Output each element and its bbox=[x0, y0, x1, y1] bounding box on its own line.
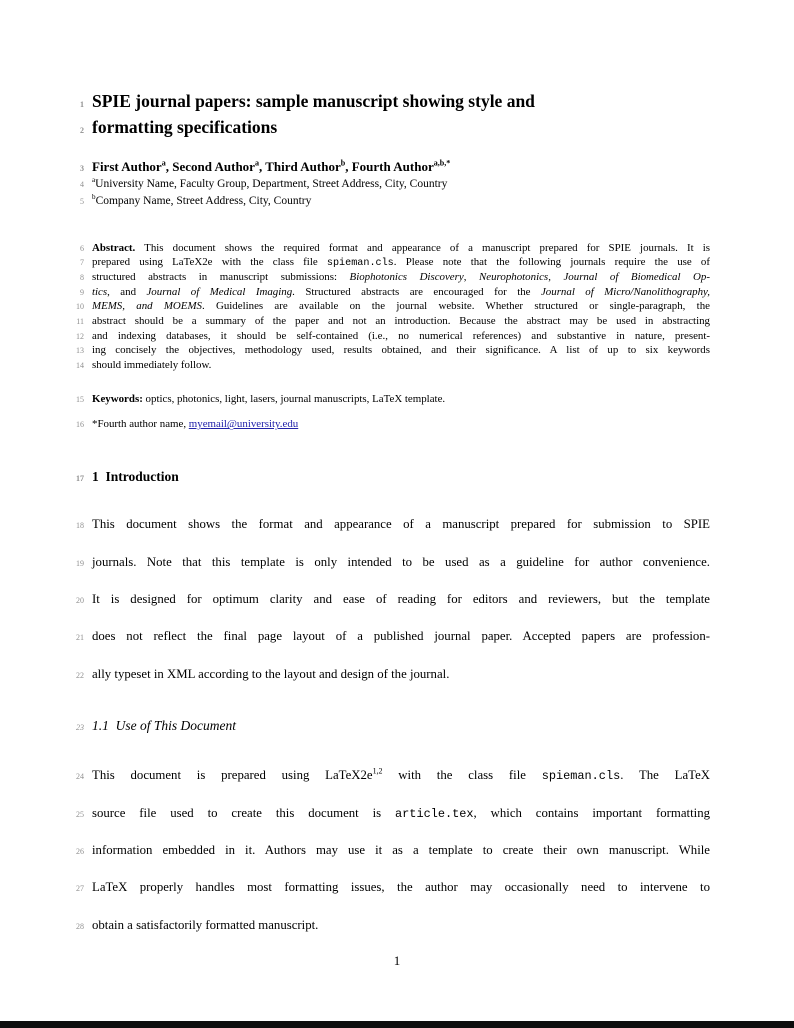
line-number: 16 bbox=[76, 420, 84, 430]
text-segment: optics, photonics, light, lasers, journal manuscripts, LaTeX template. bbox=[142, 392, 446, 405]
line-text bbox=[92, 241, 710, 256]
line-number: 23 bbox=[76, 723, 84, 733]
text-segment: a bbox=[254, 158, 259, 168]
line-number: 26 bbox=[76, 846, 84, 856]
text-segment: , bbox=[463, 270, 479, 283]
text-segment: First Author bbox=[92, 159, 162, 174]
text-segment: Neurophotonics bbox=[479, 270, 549, 283]
text-segment: Journal of Biomedical Op- bbox=[563, 270, 710, 283]
line-text bbox=[92, 88, 710, 114]
line-text bbox=[92, 114, 710, 140]
line-text bbox=[92, 717, 710, 735]
document-line bbox=[62, 468, 710, 486]
page-number: 1 bbox=[393, 953, 401, 969]
text-segment: Abstract. bbox=[92, 241, 136, 254]
bottom-edge-bar bbox=[0, 1021, 794, 1028]
line-text bbox=[92, 157, 710, 176]
document-line bbox=[62, 176, 710, 193]
text-segment: , Third Author bbox=[258, 159, 341, 174]
line-number: 10 bbox=[76, 302, 84, 312]
text-segment: . Please note that the following journals require the use of bbox=[393, 256, 710, 269]
text-segment: . Structured abstracts are encouraged for the bbox=[292, 285, 541, 298]
subsection-heading-use-of-this-document bbox=[62, 717, 710, 735]
line-text bbox=[92, 392, 710, 407]
line-number: 11 bbox=[76, 317, 84, 327]
line-number: 18 bbox=[76, 521, 84, 531]
line-text bbox=[92, 343, 710, 358]
document-line bbox=[62, 757, 710, 794]
document-line bbox=[62, 329, 710, 344]
page-footer bbox=[0, 952, 794, 970]
text-segment: should immediately follow. bbox=[92, 359, 212, 372]
line-number: 4 bbox=[80, 180, 84, 189]
line-text bbox=[92, 329, 710, 344]
paragraph-use-of-this-document bbox=[62, 757, 710, 944]
text-segment: This document shows the required format and appearance of a manuscript prepared for SPIE journals. It is bbox=[135, 241, 710, 254]
document-line bbox=[62, 618, 710, 655]
abstract-block bbox=[62, 241, 710, 373]
text-segment: SPIE journal papers: sample manuscript showing style and bbox=[92, 91, 535, 111]
text-segment: Company Name, Street Address, City, Country bbox=[95, 195, 312, 208]
text-segment: , and bbox=[107, 285, 147, 298]
document-line bbox=[62, 656, 710, 693]
line-text bbox=[92, 193, 710, 210]
line-text bbox=[92, 656, 710, 693]
line-text bbox=[92, 581, 710, 618]
document-line bbox=[62, 114, 710, 140]
line-number: 19 bbox=[76, 558, 84, 568]
text-segment: formatting specifications bbox=[92, 117, 278, 137]
document-line bbox=[62, 417, 710, 432]
document-line bbox=[62, 285, 710, 300]
document-line bbox=[62, 270, 710, 285]
line-number: 22 bbox=[76, 670, 84, 680]
line-text bbox=[92, 618, 710, 655]
line-text bbox=[92, 757, 710, 794]
text-segment: b bbox=[340, 158, 346, 168]
line-number: 7 bbox=[80, 258, 84, 268]
line-number: 5 bbox=[80, 197, 84, 207]
text-segment: does not reflect the final page layout of a published journal paper. Accepted papers are profession- bbox=[92, 629, 710, 644]
document-line bbox=[62, 869, 710, 906]
text-segment: b bbox=[92, 193, 96, 202]
line-text bbox=[92, 176, 710, 193]
text-segment: prepared using LaTeX2e with the class file bbox=[92, 256, 327, 269]
text-segment: MEMS, and MOEMS bbox=[92, 300, 202, 313]
document-line bbox=[62, 795, 710, 832]
text-segment: Journal of Micro/Nanolithography, bbox=[540, 285, 710, 298]
text-segment: a,b,* bbox=[433, 158, 451, 168]
document-line bbox=[62, 506, 710, 543]
line-number: 21 bbox=[76, 633, 84, 643]
document-line bbox=[62, 544, 710, 581]
text-segment: , Fourth Author bbox=[345, 159, 434, 174]
text-segment: LaTeX properly handles most formatting issues, the author may occasionally need to intervene to bbox=[92, 880, 710, 895]
line-number: 25 bbox=[76, 809, 84, 819]
text-segment: . Guidelines are available on the journal website. Whether structured or single-paragraph, the bbox=[201, 300, 710, 313]
line-text bbox=[92, 544, 710, 581]
document-line bbox=[62, 88, 710, 114]
line-number: 28 bbox=[76, 921, 84, 931]
line-text bbox=[92, 869, 710, 906]
line-text bbox=[92, 299, 710, 314]
text-segment: and indexing databases, it should be self-contained (i.e., no numerical references) and substantive in nature, present- bbox=[92, 329, 710, 342]
text-segment: ing concisely the objectives, methodology used, results obtained, and their significance. A list of up to six keywords bbox=[92, 344, 710, 357]
document-line bbox=[62, 343, 710, 358]
line-number: 13 bbox=[76, 346, 84, 356]
line-number: 15 bbox=[76, 394, 84, 404]
document-line bbox=[62, 157, 710, 176]
authors-block bbox=[62, 157, 710, 211]
line-text bbox=[92, 506, 710, 543]
text-segment: tics bbox=[92, 285, 108, 298]
line-number: 1 bbox=[80, 100, 84, 109]
text-segment: It is designed for optimum clarity and ease of reading for editors and reviewers, but the template bbox=[92, 591, 710, 606]
text-segment: source file used to create this document is bbox=[92, 805, 396, 820]
line-number: 27 bbox=[76, 884, 84, 894]
line-text bbox=[92, 255, 710, 270]
text-segment: Journal of Medical Imaging bbox=[146, 285, 293, 298]
text-segment: obtain a satisfactorily formatted manuscript. bbox=[92, 917, 319, 932]
text-segment: spieman.cls bbox=[326, 258, 394, 270]
line-number: 6 bbox=[80, 243, 84, 253]
text-segment: This document is prepared using LaTeX2e bbox=[92, 768, 373, 783]
line-number: 8 bbox=[80, 272, 84, 282]
document-line bbox=[62, 907, 710, 944]
document-line bbox=[62, 358, 710, 373]
text-segment: . The LaTeX bbox=[620, 768, 710, 783]
document-line bbox=[62, 832, 710, 869]
text-segment: Biophotonics Discovery bbox=[349, 270, 464, 283]
text-segment: Keywords: bbox=[92, 392, 143, 405]
paragraph-introduction bbox=[62, 506, 710, 693]
text-segment: abstract should be a summary of the paper and not an introduction. Because the abstract may be used in abstracting bbox=[92, 315, 710, 328]
footnote-block bbox=[62, 417, 710, 432]
text-segment: *Fourth author name, bbox=[92, 418, 189, 431]
line-number: 3 bbox=[80, 164, 84, 173]
document-line bbox=[62, 392, 710, 407]
document-line bbox=[62, 717, 710, 735]
title-block bbox=[62, 88, 710, 140]
line-text bbox=[92, 285, 710, 300]
line-number: 24 bbox=[76, 772, 84, 782]
line-number: 12 bbox=[76, 331, 84, 341]
text-segment: , Second Author bbox=[165, 159, 255, 174]
document-content bbox=[62, 0, 710, 944]
text-segment: 1,2 bbox=[372, 766, 383, 776]
line-number: 2 bbox=[80, 126, 84, 135]
text-segment: a bbox=[161, 158, 166, 168]
line-number: 17 bbox=[76, 474, 84, 484]
text-segment: University Name, Faculty Group, Department, Street Address, City, Country bbox=[95, 178, 448, 190]
text-segment: a bbox=[92, 176, 96, 185]
text-segment: 1 Introduction bbox=[92, 469, 179, 485]
line-number: 9 bbox=[80, 287, 84, 297]
section-heading-introduction bbox=[62, 468, 710, 486]
document-line bbox=[62, 581, 710, 618]
line-text bbox=[92, 314, 710, 329]
line-text bbox=[92, 795, 710, 832]
document-line bbox=[62, 241, 710, 256]
keywords-block bbox=[62, 392, 710, 407]
text-segment: ally typeset in XML according to the layout and design of the journal. bbox=[92, 666, 450, 681]
document-line bbox=[62, 255, 710, 270]
text-segment: information embedded in it. Authors may use it as a template to create their own manuscript. While bbox=[92, 842, 710, 857]
line-text bbox=[92, 358, 710, 373]
line-text bbox=[92, 417, 710, 432]
line-text bbox=[92, 907, 710, 944]
text-segment: article.tex bbox=[395, 806, 474, 821]
text-segment: , which contains important formatting bbox=[473, 805, 710, 820]
text-segment: with the class file bbox=[382, 768, 542, 783]
line-number: 14 bbox=[76, 361, 84, 371]
text-segment: 1.1 Use of This Document bbox=[92, 718, 236, 734]
text-segment: spieman.cls bbox=[541, 769, 621, 784]
text-segment: journals. Note that this template is only intended to be used as a guideline for author convenience. bbox=[92, 554, 710, 569]
email-link[interactable]: myemail@university.edu bbox=[188, 418, 299, 431]
line-text bbox=[92, 832, 710, 869]
document-line bbox=[62, 299, 710, 314]
document-line bbox=[62, 314, 710, 329]
line-text bbox=[92, 270, 710, 285]
text-segment: This document shows the format and appearance of a manuscript prepared for submission to SPIE bbox=[92, 517, 710, 532]
text-segment: , bbox=[548, 270, 564, 283]
line-text bbox=[92, 468, 710, 486]
document-line bbox=[62, 193, 710, 210]
line-number: 20 bbox=[76, 595, 84, 605]
text-segment: structured abstracts in manuscript submissions: bbox=[92, 270, 350, 283]
